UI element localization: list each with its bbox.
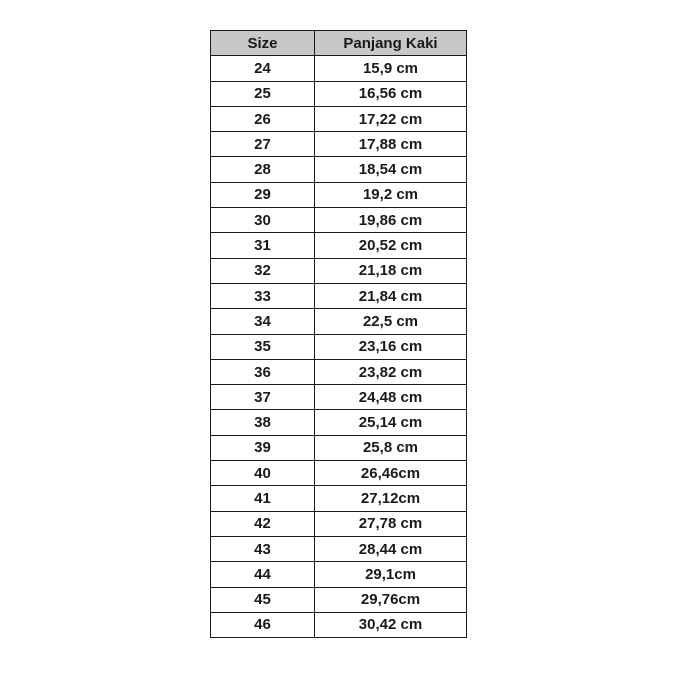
table-row bbox=[211, 283, 467, 308]
size-cell: 30 bbox=[211, 208, 315, 233]
foot-length-cell: 18,54 cm bbox=[315, 157, 467, 182]
foot-length-cell: 17,88 cm bbox=[315, 132, 467, 157]
size-cell: 29 bbox=[211, 182, 315, 207]
size-cell: 37 bbox=[211, 385, 315, 410]
table-row bbox=[211, 486, 467, 511]
size-cell: 34 bbox=[211, 309, 315, 334]
size-cell: 38 bbox=[211, 410, 315, 435]
table-row bbox=[211, 410, 467, 435]
size-cell: 43 bbox=[211, 536, 315, 561]
foot-length-cell: 20,52 cm bbox=[315, 233, 467, 258]
table-row bbox=[211, 208, 467, 233]
foot-length-cell: 30,42 cm bbox=[315, 612, 467, 637]
size-cell: 36 bbox=[211, 359, 315, 384]
foot-length-cell: 26,46cm bbox=[315, 461, 467, 486]
header-foot-length: Panjang Kaki bbox=[315, 31, 467, 56]
table-row bbox=[211, 132, 467, 157]
size-cell: 39 bbox=[211, 435, 315, 460]
header-row bbox=[211, 31, 467, 56]
size-cell: 32 bbox=[211, 258, 315, 283]
table-row bbox=[211, 435, 467, 460]
table-row bbox=[211, 182, 467, 207]
size-cell: 27 bbox=[211, 132, 315, 157]
foot-length-cell: 21,84 cm bbox=[315, 283, 467, 308]
foot-length-cell: 23,16 cm bbox=[315, 334, 467, 359]
table-row bbox=[211, 359, 467, 384]
table-body bbox=[211, 56, 467, 638]
foot-length-cell: 24,48 cm bbox=[315, 385, 467, 410]
foot-length-cell: 21,18 cm bbox=[315, 258, 467, 283]
table-header bbox=[211, 31, 467, 56]
table-row bbox=[211, 258, 467, 283]
size-cell: 40 bbox=[211, 461, 315, 486]
size-cell: 44 bbox=[211, 562, 315, 587]
size-cell: 28 bbox=[211, 157, 315, 182]
size-cell: 24 bbox=[211, 56, 315, 81]
foot-length-cell: 27,12cm bbox=[315, 486, 467, 511]
table-row bbox=[211, 511, 467, 536]
size-cell: 45 bbox=[211, 587, 315, 612]
foot-length-cell: 23,82 cm bbox=[315, 359, 467, 384]
size-cell: 35 bbox=[211, 334, 315, 359]
table-row bbox=[211, 461, 467, 486]
foot-length-cell: 17,22 cm bbox=[315, 106, 467, 131]
table-row bbox=[211, 157, 467, 182]
table-row bbox=[211, 309, 467, 334]
foot-length-cell: 29,76cm bbox=[315, 587, 467, 612]
size-cell: 46 bbox=[211, 612, 315, 637]
foot-length-cell: 15,9 cm bbox=[315, 56, 467, 81]
foot-length-cell: 19,2 cm bbox=[315, 182, 467, 207]
table-row bbox=[211, 536, 467, 561]
size-cell: 42 bbox=[211, 511, 315, 536]
table-row bbox=[211, 81, 467, 106]
size-cell: 33 bbox=[211, 283, 315, 308]
table-row bbox=[211, 233, 467, 258]
foot-length-cell: 25,8 cm bbox=[315, 435, 467, 460]
foot-length-cell: 16,56 cm bbox=[315, 81, 467, 106]
header-size: Size bbox=[211, 31, 315, 56]
table-row bbox=[211, 587, 467, 612]
size-chart-table bbox=[210, 30, 467, 638]
foot-length-cell: 28,44 cm bbox=[315, 536, 467, 561]
foot-length-cell: 19,86 cm bbox=[315, 208, 467, 233]
table-row bbox=[211, 612, 467, 637]
table-row bbox=[211, 106, 467, 131]
foot-length-cell: 22,5 cm bbox=[315, 309, 467, 334]
size-cell: 41 bbox=[211, 486, 315, 511]
foot-length-cell: 25,14 cm bbox=[315, 410, 467, 435]
table-row bbox=[211, 56, 467, 81]
table-row bbox=[211, 562, 467, 587]
foot-length-cell: 27,78 cm bbox=[315, 511, 467, 536]
table-row bbox=[211, 334, 467, 359]
size-cell: 31 bbox=[211, 233, 315, 258]
size-cell: 25 bbox=[211, 81, 315, 106]
foot-length-cell: 29,1cm bbox=[315, 562, 467, 587]
table-row bbox=[211, 385, 467, 410]
size-cell: 26 bbox=[211, 106, 315, 131]
